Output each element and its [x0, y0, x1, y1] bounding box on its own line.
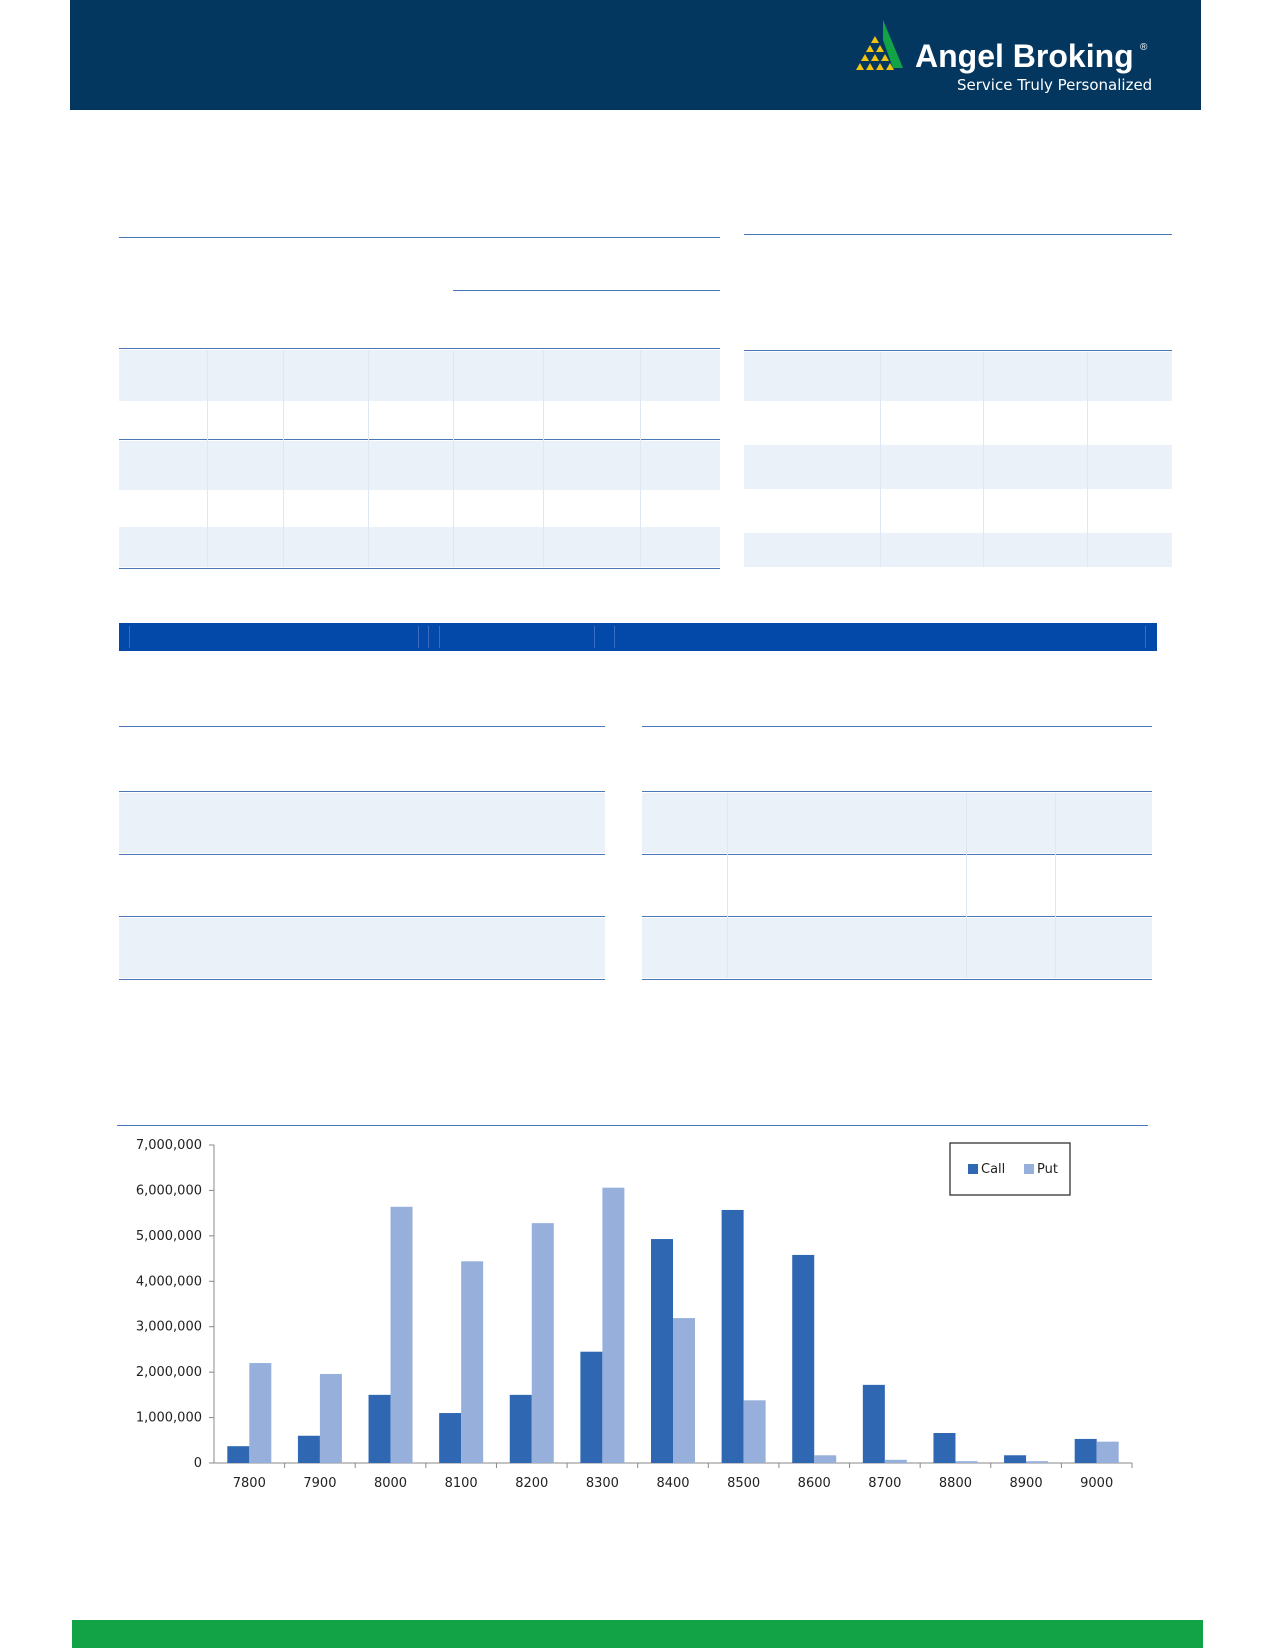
table-col-sep — [368, 350, 369, 567]
x-tick-label: 7900 — [303, 1476, 337, 1491]
table-row-band — [119, 350, 720, 401]
bar-call-8100 — [439, 1413, 461, 1463]
bar-call-8600 — [792, 1255, 814, 1463]
bar-put-8300 — [602, 1188, 624, 1463]
brand-block — [853, 18, 1153, 98]
bar-put-8900 — [1026, 1461, 1048, 1463]
x-tick-label: 8300 — [585, 1476, 619, 1491]
table-col-sep — [966, 793, 967, 978]
table-row-band — [119, 527, 720, 567]
table-row-band — [119, 441, 720, 490]
bar-call-8000 — [369, 1395, 391, 1463]
bar-put-8500 — [744, 1400, 766, 1463]
section-header-strip — [119, 623, 1157, 651]
table-col-sep — [1055, 793, 1056, 978]
x-tick-label: 8400 — [656, 1476, 690, 1491]
table-col-sep — [207, 350, 208, 567]
table-rule — [119, 726, 605, 727]
bar-put-8000 — [391, 1207, 413, 1463]
strip-divider — [418, 626, 419, 648]
header-bar — [70, 0, 1201, 110]
bar-call-8700 — [863, 1385, 885, 1463]
y-tick-label: 4,000,000 — [135, 1274, 202, 1290]
table-col-sep — [1087, 352, 1088, 567]
table-row-band — [119, 793, 605, 853]
x-tick-label: 8200 — [515, 1476, 549, 1491]
table-col-sep — [880, 352, 881, 567]
bar-put-8800 — [955, 1461, 977, 1463]
bar-call-7900 — [298, 1436, 320, 1463]
strip-divider — [129, 626, 130, 648]
bar-call-8800 — [933, 1433, 955, 1463]
x-tick-label: 9000 — [1080, 1476, 1114, 1491]
bar-put-7800 — [249, 1363, 271, 1463]
x-tick-label: 8700 — [868, 1476, 902, 1491]
bar-call-8900 — [1004, 1455, 1026, 1463]
bar-put-7900 — [320, 1374, 342, 1463]
bar-call-8200 — [510, 1395, 532, 1463]
bar-call-8400 — [651, 1239, 673, 1463]
table-row-band — [642, 918, 1152, 978]
table-col-sep — [727, 793, 728, 978]
table-row-band — [744, 533, 1172, 567]
x-tick-label: 8900 — [1009, 1476, 1043, 1491]
y-tick-label: 2,000,000 — [135, 1365, 202, 1381]
footer-bar — [72, 1620, 1203, 1648]
y-tick-label: 6,000,000 — [135, 1183, 202, 1199]
table-rule — [642, 979, 1152, 980]
legend-swatch-put — [1024, 1164, 1034, 1174]
brand-name: Angel Broking — [915, 38, 1134, 74]
legend-label-call: Call — [981, 1162, 1006, 1177]
angel-logo-icon — [853, 18, 913, 74]
strip-divider — [594, 626, 595, 648]
bar-call-7800 — [227, 1446, 249, 1463]
bar-call-8500 — [722, 1210, 744, 1463]
x-tick-label: 8500 — [727, 1476, 761, 1491]
table-rule — [119, 237, 720, 238]
y-tick-label: 7,000,000 — [135, 1138, 202, 1153]
table-rule — [453, 290, 720, 291]
table-rule — [119, 568, 720, 569]
table-col-sep — [453, 350, 454, 567]
bar-put-8200 — [532, 1223, 554, 1463]
table-rule — [642, 791, 1152, 792]
y-tick-label: 3,000,000 — [135, 1319, 202, 1335]
table-rule — [744, 234, 1172, 235]
bar-put-8400 — [673, 1318, 695, 1463]
strip-divider — [1145, 626, 1146, 648]
table-row-band — [744, 445, 1172, 489]
x-tick-label: 8800 — [938, 1476, 973, 1491]
table-rule — [642, 854, 1152, 855]
table-rule — [119, 348, 720, 349]
bar-call-9000 — [1075, 1439, 1097, 1463]
bar-put-8100 — [461, 1261, 483, 1463]
table-row-band — [642, 793, 1152, 853]
x-tick-label: 8100 — [444, 1476, 478, 1491]
legend-swatch-call — [968, 1164, 978, 1174]
table-col-sep — [543, 350, 544, 567]
table-rule — [119, 791, 605, 792]
x-tick-label: 8600 — [797, 1476, 831, 1491]
y-tick-label: 1,000,000 — [135, 1410, 202, 1426]
bar-put-8600 — [814, 1455, 836, 1463]
chart-svg — [110, 1125, 1150, 1505]
table-rule — [119, 979, 605, 980]
y-tick-label: 5,000,000 — [135, 1228, 202, 1244]
bar-put-8700 — [885, 1460, 907, 1463]
strip-divider — [428, 626, 429, 648]
table-col-sep — [983, 352, 984, 567]
table-rule — [744, 350, 1172, 351]
bar-call-8300 — [580, 1352, 602, 1463]
x-tick-label: 7800 — [232, 1476, 266, 1491]
strip-divider — [439, 626, 440, 648]
oi-distribution-chart — [110, 1125, 1150, 1505]
table-col-sep — [640, 350, 641, 567]
table-row-band — [744, 352, 1172, 401]
registered-mark: ® — [1140, 42, 1148, 53]
table-rule — [119, 916, 605, 917]
strip-divider — [614, 626, 615, 648]
table-col-sep — [283, 350, 284, 567]
table-rule — [642, 726, 1152, 727]
x-tick-label: 8000 — [373, 1476, 408, 1491]
brand-tagline: Service Truly Personalized — [957, 76, 1153, 94]
bar-put-9000 — [1097, 1442, 1119, 1463]
y-tick-label: 0 — [193, 1456, 202, 1471]
legend-label-put: Put — [1037, 1162, 1058, 1177]
table-rule — [642, 916, 1152, 917]
table-rule — [119, 439, 720, 440]
table-rule — [119, 854, 605, 855]
table-row-band — [119, 918, 605, 978]
